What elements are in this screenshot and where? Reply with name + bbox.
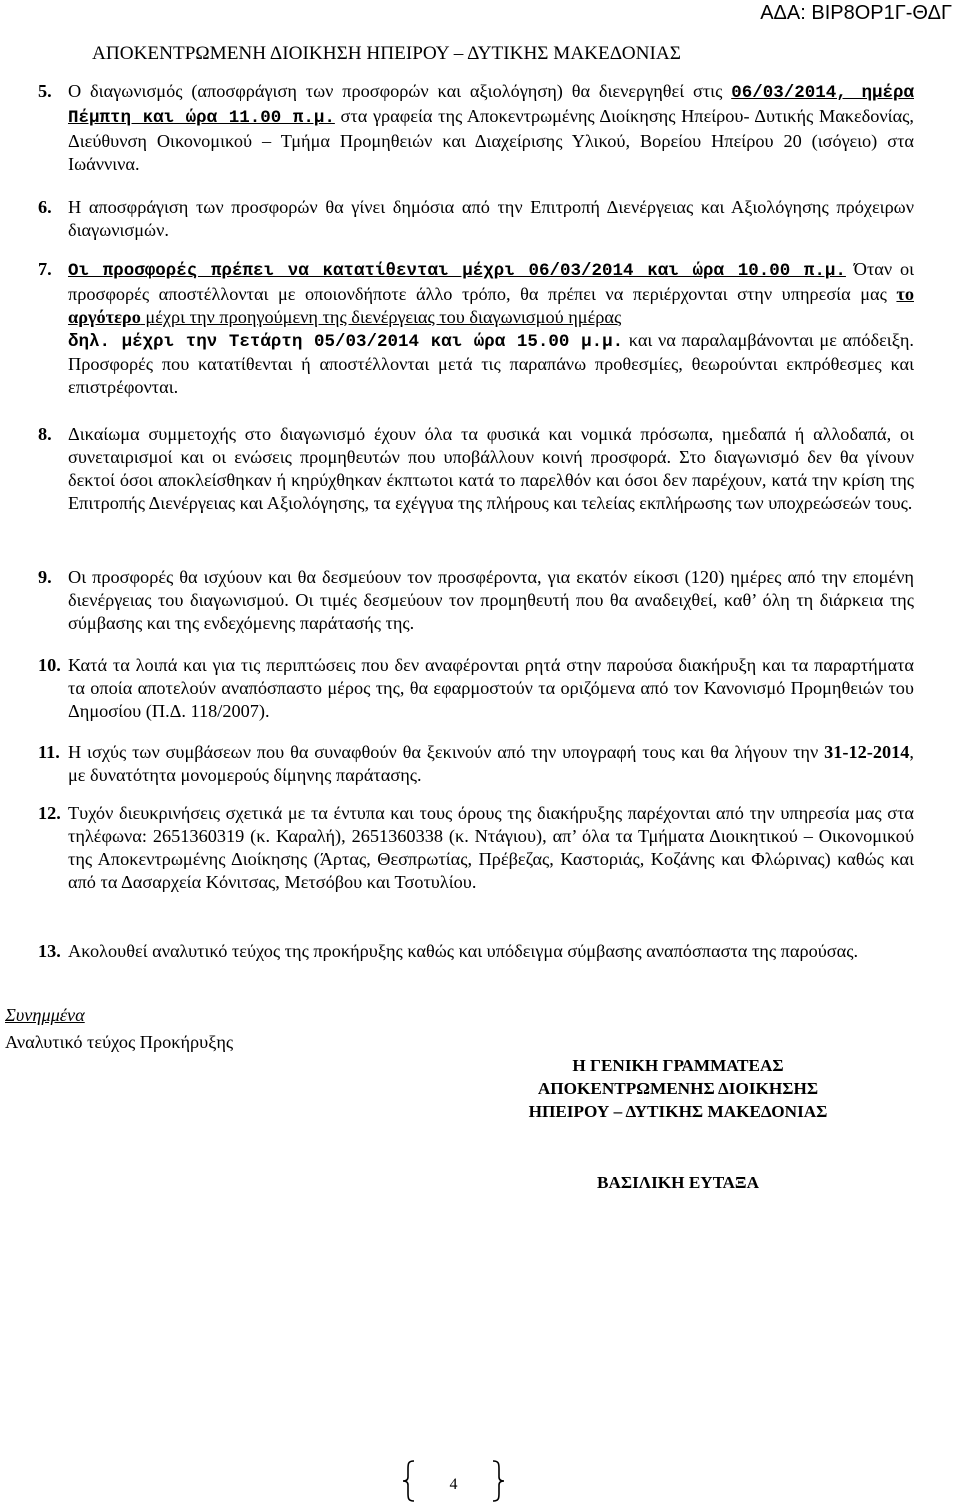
- page-footer: [402, 1460, 505, 1504]
- item-9: [38, 566, 914, 635]
- document-header: ΑΠΟΚΕΝΤΡΩΜΕΝΗ ΔΙΟΙΚΗΣΗ ΗΠΕΙΡΟΥ – ΔΥΤΙΚΗΣ ΜΑΚΕΔΟΝΙΑΣ: [92, 43, 681, 64]
- end-date: 31-12-2014: [824, 742, 910, 762]
- item-number: 7.: [38, 259, 52, 279]
- emphasis-text: το αργότερο: [68, 283, 914, 327]
- item-text: Τυχόν διευκρινήσεις σχετικά με τα έντυπα και τους όρους της διακήρυξης παρέχονται από την υπηρεσία μας στα τηλέφωνα: 2651360319 (κ. Καραλή), 2651360338 (κ. Ντάγιου), απ’ όλα τα Τμήματα Διοικητικού – Οικονομικού της Αποκεντρωμένης Διοίκησης (Άρτας, Θεσπρωτίας, Πρέβεζας, Καστοριάς, Κοζάνης και Φλώρινας) καθώς και από τα Δασαρχεία Κόνιτσας, Μετσόβου και Τσοτυλίου.: [68, 803, 914, 892]
- item-text: Δικαίωμα συμμετοχής στο διαγωνισμό έχουν όλα τα φυσικά και νομικά πρόσωπα, ημεδαπά ή αλλοδαπά, οι συνεταιρισμοί και οι ενώσεις προμηθευτών που υποβάλλουν κοινή προσφορά. Στο διαγωνισμό δεν θα γίνουν δεκτοί όσοι αποκλείσθηκαν ή κηρύχθηκαν έκπτωτοι κατά το παρελθόν και όσοι δεν παρέχουν, κατά την κρίση της Επιτροπής Διενέργειας και Αξιολόγησης, τα εχέγγυα της πλήρους και τελείας εκπλήρωσης των υποχρεώσεών τους.: [68, 424, 914, 513]
- postal-deadline: δηλ. μέχρι την Τετάρτη 05/03/2014 και ώρα 15.00 μ.μ.: [68, 331, 624, 352]
- meeting-datetime: 06/03/2014, ημέρα Πέμπτη και ώρα 11.00 π.μ.: [68, 83, 915, 128]
- item-10: [38, 654, 914, 723]
- item-text-part: στα γραφεία της Αποκεντρωμένης Διοίκησης Ηπείρου- Δυτικής Μακεδονίας, Διεύθυνση Οικονομικού – Τμήμα Προμηθειών και Διαχείρισης Υλικού, Βορείου Ηπείρου 20 (ισόγειο) στα Ιωάννινα.: [68, 105, 914, 174]
- item-text: Κατά τα λοιπά και για τις περιπτώσεις που δεν αναφέρονται ρητά στην παρούσα διακήρυξη και τα παραρτήματα τα οποία αποτελούν αναπόσπαστο μέρος της, θα εφαρμοστούν τα οριζόμενα από τον Κανονισμό Προμηθειών του Δημοσίου (Π.Δ. 118/2007).: [68, 655, 914, 721]
- right-brace-icon: [491, 1460, 505, 1502]
- item-text-part: Ο διαγωνισμός (αποσφράγιση των προσφορών και αξιολόγηση) θα διενεργηθεί στις: [68, 81, 732, 101]
- item-text: Οι προσφορές θα ισχύουν και θα δεσμεύουν τον προσφέροντα, για εκατόν είκοσι (120) ημέρες από την επομένη διενέργειας του διαγωνισμού. Οι τιμές δεσμεύουν τον προμηθευτή που θα αναδειχθεί, καθ’ όλη τη διάρκεια της σύμβασης και της ενδεχόμενης παράτασής της.: [68, 567, 914, 633]
- item-text-part: μέχρι την προηγούμενη της διενέργειας του διαγωνισμού ημέρας: [140, 306, 622, 327]
- ada-code: ΑΔΑ: ΒΙΡ8ΟΡ1Γ-ΘΔΓ: [760, 2, 952, 24]
- item-number: 5.: [38, 81, 52, 101]
- item-text: [68, 741, 914, 787]
- item-11: [38, 741, 914, 787]
- signatory-name: ΒΑΣΙΛΙΚΗ ΕΥΤΑΞΑ: [597, 1173, 759, 1192]
- item-text: [68, 258, 914, 399]
- item-text: Ακολουθεί αναλυτικό τεύχος της προκήρυξης καθώς και υπόδειγμα σύμβασης αναπόσπαστα της παρούσας.: [68, 941, 859, 961]
- item-13: [38, 940, 914, 963]
- page-number: 4: [449, 1476, 458, 1493]
- item-7: [38, 258, 914, 399]
- item-text-part: Η ισχύς των συμβάσεων που θα συναφθούν θα ξεκινούν από την υπογραφή τους και θα λήγουν την: [68, 742, 825, 762]
- item-text-part: Όταν οι προσφορές αποστέλλονται με οποιονδήποτε άλλο τρόπο, θα πρέπει να περιέρχονται στην υπηρεσία μας: [68, 259, 915, 304]
- deadline-text: Οι προσφορές πρέπει να κατατίθενται μέχρι 06/03/2014 και ώρα 10.00 π.μ.: [68, 261, 846, 281]
- item-text-part: Προσφορές που κατατίθενται ή αποστέλλονται μετά τις παραπάνω προθεσμίες, θεωρούνται εκπρόθεσμες και επιστρέφονται.: [68, 354, 914, 398]
- item-number: 11.: [38, 742, 60, 762]
- item-text: [68, 80, 914, 175]
- item-number: 9.: [38, 567, 52, 587]
- item-8: [38, 423, 914, 514]
- item-text-part: και να παραλαμβάνονται με απόδειξη.: [623, 329, 914, 350]
- item-number: 12.: [38, 803, 61, 823]
- signature-title-line-1: Η ΓΕΝΙΚΗ ΓΡΑΜΜΑΤΕΑΣ: [572, 1056, 784, 1075]
- signature-title-line-3: ΗΠΕΙΡΟΥ – ΔΥΤΙΚΗΣ ΜΑΚΕΔΟΝΙΑΣ: [528, 1102, 828, 1121]
- signature-title-line-2: ΑΠΟΚΕΝΤΡΩΜΕΝΗΣ ΔΙΟΙΚΗΣΗΣ: [537, 1079, 819, 1098]
- item-number: 10.: [38, 655, 61, 675]
- attachments-item: Αναλυτικό τεύχος Προκήρυξης: [5, 1032, 234, 1052]
- item-6: [38, 196, 914, 242]
- item-text: Η αποσφράγιση των προσφορών θα γίνει δημόσια από την Επιτροπή Διενέργειας και Αξιολόγησης πρόχειρων διαγωνισμών.: [68, 197, 914, 240]
- item-5: [38, 80, 914, 175]
- item-text-part: , με δυνατότητα μονομερούς δίμηνης παράτασης.: [68, 742, 914, 785]
- attachments-title: Συνημμένα: [5, 1005, 85, 1025]
- item-number: 13.: [38, 941, 61, 961]
- item-12: [38, 802, 914, 893]
- item-number: 6.: [38, 197, 52, 217]
- item-number: 8.: [38, 424, 52, 444]
